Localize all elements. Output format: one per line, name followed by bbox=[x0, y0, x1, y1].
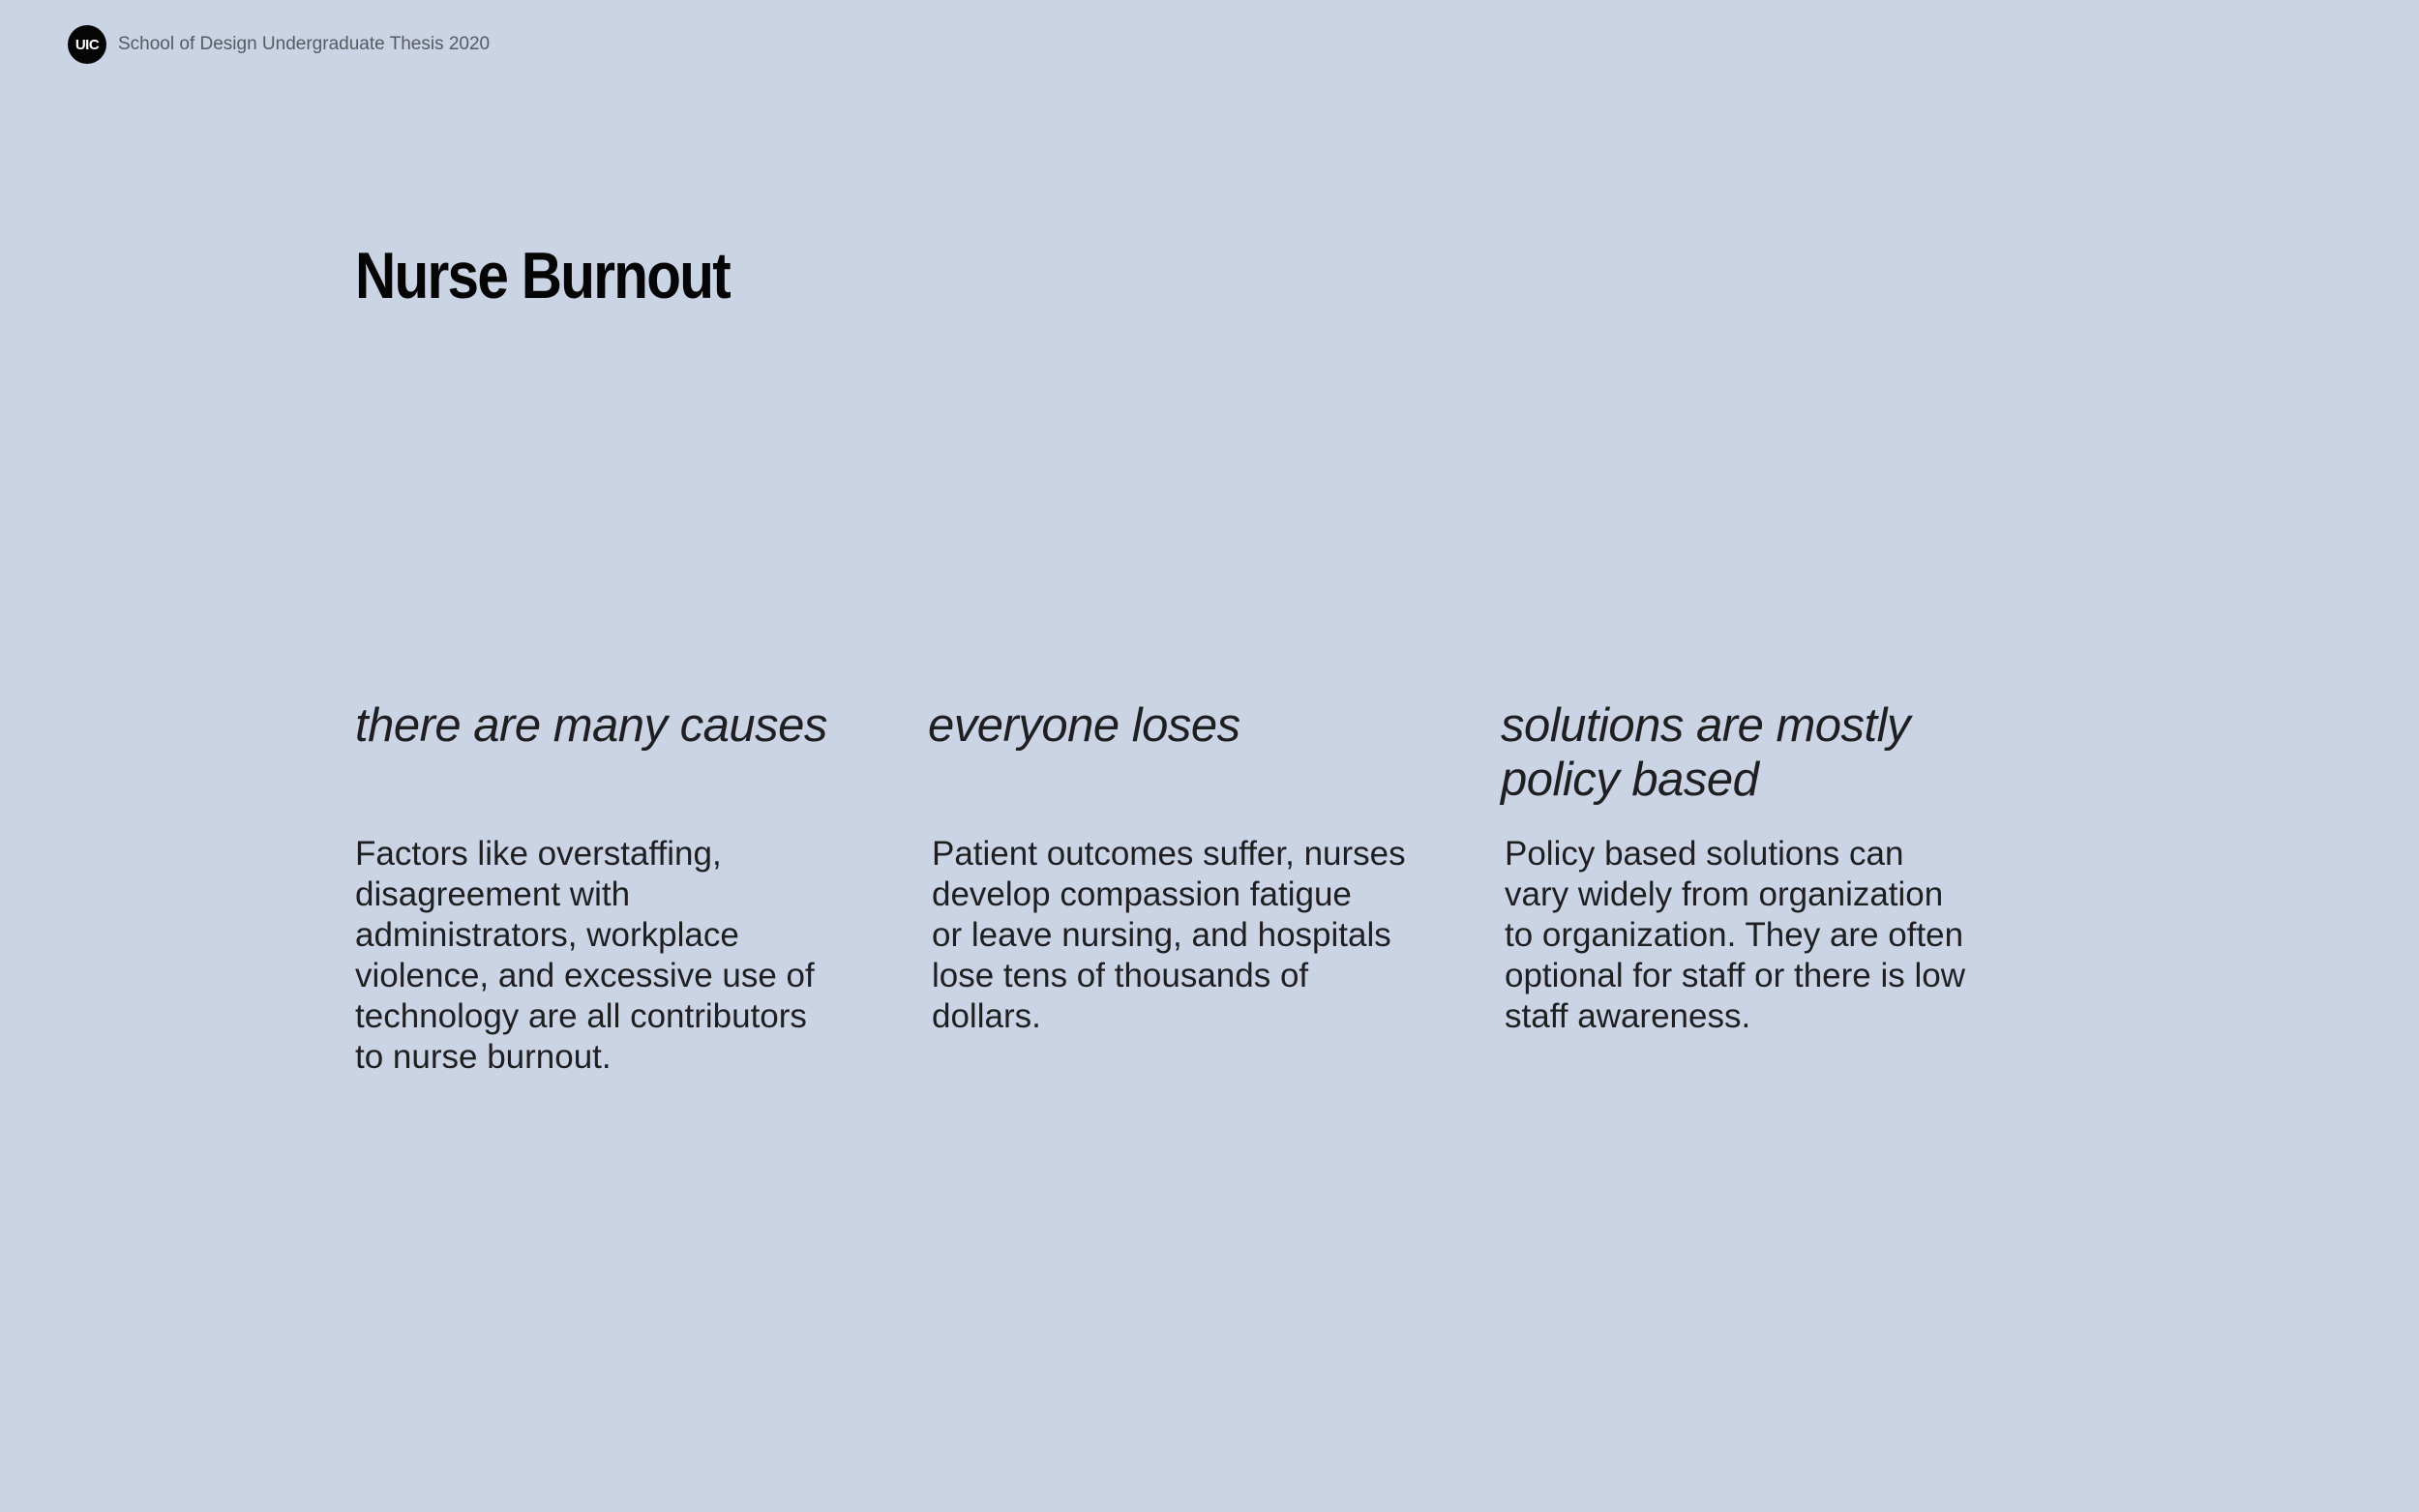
column-heading: everyone loses bbox=[928, 699, 1240, 752]
column-everyone-loses bbox=[928, 698, 1450, 1037]
column-body: Patient outcomes suffer, nurses develop compassion fatigue or leave nursing, and hospitals lose tens of thousands of dollars. bbox=[932, 835, 1406, 1035]
uic-logo bbox=[68, 25, 106, 64]
column-solutions bbox=[1501, 698, 2023, 1037]
column-causes bbox=[355, 698, 878, 1078]
column-heading: there are many causes bbox=[355, 699, 827, 752]
column-heading: solutions are mostly policy based bbox=[1501, 699, 1911, 806]
column-body: Policy based solutions can vary widely from organization to organization. They are often optional for staff or there is low staff awareness. bbox=[1505, 835, 1965, 1035]
logo-text: UIC bbox=[75, 36, 100, 53]
column-body: Factors like overstaffing, disagreement with administrators, workplace violence, and excessive use of technology are all contributors to nurse burnout. bbox=[355, 835, 815, 1076]
header-subtitle: School of Design Undergraduate Thesis 2020 bbox=[118, 34, 491, 54]
header bbox=[68, 25, 490, 64]
page-title: Nurse Burnout bbox=[355, 239, 730, 312]
